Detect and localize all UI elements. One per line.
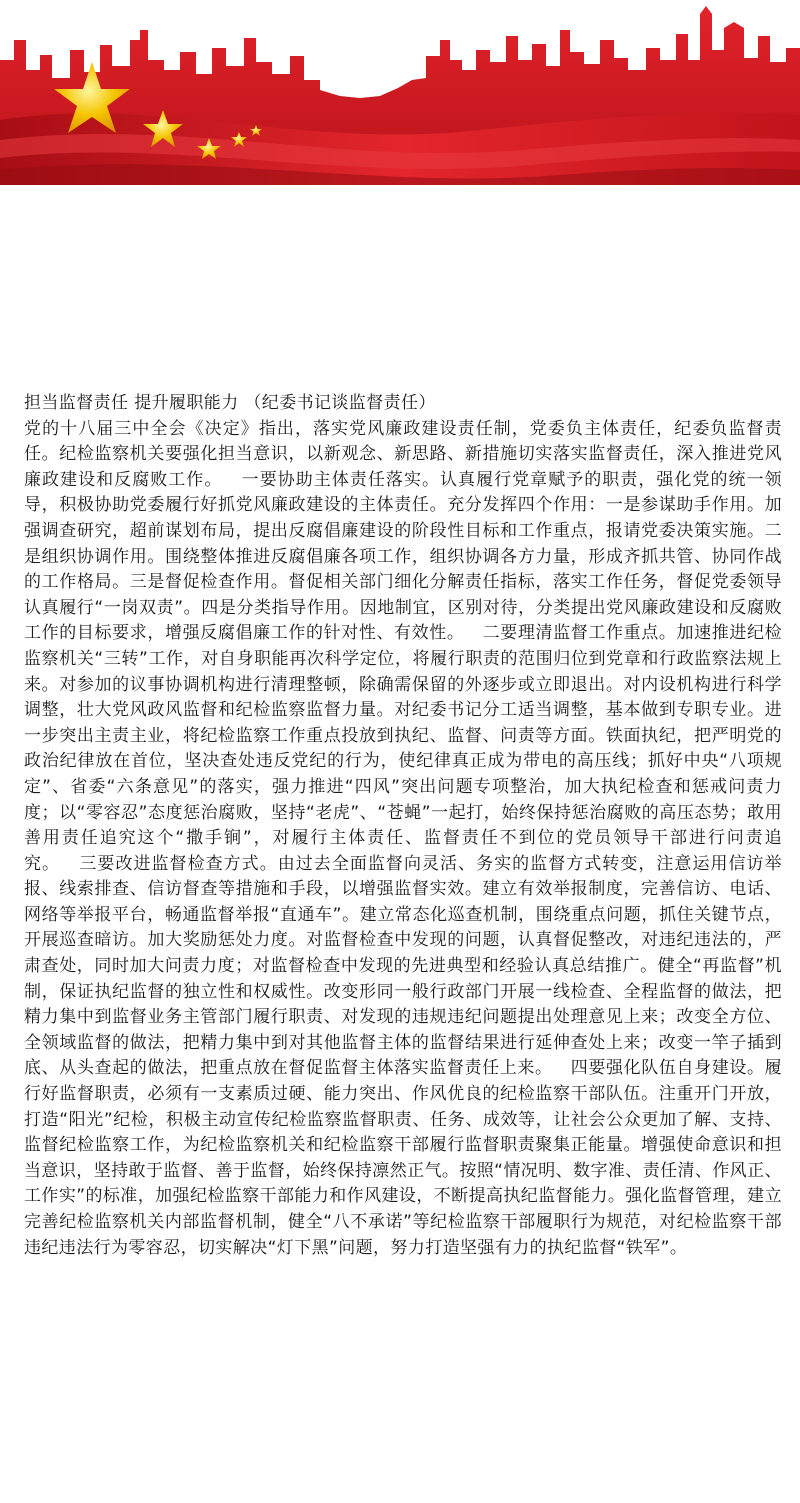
header-banner (0, 0, 800, 185)
paragraph-four: 四要强化队伍自身建设。履行好监督职责，必须有一支素质过硬、能力突出、作风优良的纪检监察干部队伍。注重开门开放，打造“阳光”纪检，积极主动宣传纪检监察监督职责、任务、成效等，让社会公众更加了解、支持、监督纪检监察工作，为纪检监察机关和纪检监察干部履行监督职责聚集正能量。增强使命意识和担当意识，坚持敢于监督、善于监督，始终保持凛然正气。按照“情况明、数字准、责任清、作风正、工作实”的标准，加强纪检监察干部能力和作风建设，不断提高执纪监督能力。强化监督管理，建立完善纪检监察机关内部监督机制，健全“八不承诺”等纪检监察干部履职行为规范，对纪检监察干部违纪违法行为零容忍，切实解决“灯下黑”问题，努力打造坚强有力的执纪监督“铁军”。 (24, 1058, 782, 1258)
paragraph-one: 一要协助主体责任落实。认真履行党章赋予的职责，强化党的统一领导，积极协助党委履行好抓党风廉政建设的主体责任。充分发挥四个作用：一是参谋助手作用。加强调查研究，超前谋划布局，提出反腐倡廉建设的阶段性目标和工作重点，报请党委决策实施。二是组织协调作用。围绕整体推进反腐倡廉各项工作，组织协调各方力量，形成齐抓共管、协同作战的工作格局。三是督促检查作用。督促相关部门细化分解责任指标，落实工作任务，督促党委领导认真履行“一岗双责”。四是分类指导作用。因地制宜，区别对待，分类提出党风廉政建设和反腐败工作的目标要求，增强反腐倡廉工作的针对性、有效性。 (24, 469, 782, 644)
city-skyline (0, 0, 800, 185)
paragraph-gap (222, 470, 241, 490)
article-body (24, 417, 782, 1262)
article-title: 担当监督责任 提升履职能力 （纪委书记谈监督责任） (24, 393, 436, 413)
paragraph-intro: 党的十八届三中全会《决定》指出，落实党风廉政建设责任制，党委负主体责任，纪委负监督责任。纪检监察机关要强化担当意识，以新观念、新思路、新措施切实落实监督责任，深入推进党风廉政建设和反腐败工作。 (24, 418, 782, 490)
paragraph-gap (553, 1058, 571, 1078)
article (24, 391, 782, 1261)
paragraph-three: 三要改进监督检查方式。由过去全面监督向灵活、务实的监督方式转变，注意运用信访举报、线索排查、信访督查等措施和手段，以增强监督实效。建立有效举报制度，完善信访、电话、网络等举报平台，畅通监督举报“直通车”。建立常态化巡查机制，围绕重点问题，抓住关键节点，开展巡查暗访。加大奖励惩处力度。对监督检查中发现的问题，认真督促整改，对违纪违法的，严肃查处，同时加大问责力度；对监督检查中发现的先进典型和经验认真总结推广。健全“再监督”机制，保证执纪监督的独立性和权威性。改变形同一般行政部门开展一线检查、全程监督的做法，把精力集中到监督业务主管部门履行职责、对发现的违规违纪问题提出处理意见上来；改变全方位、全领域监督的做法，把精力集中到对其他监督主体的监督结果进行延伸查处上来；改变一竿子插到底、从头查起的做法，把重点放在督促监督主体落实监督责任上来。 (24, 853, 782, 1079)
paragraph-gap (465, 623, 483, 643)
paragraph-gap (60, 854, 79, 874)
paragraph-two: 二要理清监督工作重点。加速推进纪检监察机关“三转”工作，对自身职能再次科学定位，将履行职责的范围归位到党章和行政监察法规上来。对参加的议事协调机构进行清理整顿，除确需保留的外逐步或立即退出。对内设机构进行科学调整，壮大党风政风监督和纪检监察监督力量。对纪委书记分工适当调整，基本做到专职专业。进一步突出主责主业，将纪检监察工作重点投放到执纪、监督、问责等方面。铁面执纪，把严明党的政治纪律放在首位，坚决查处违反党纪的行为，使纪律真正成为带电的高压线；抓好中央“八项规定”、省委“六条意见”的落实，强力推进“四风”突出问题专项整治，加大执纪检查和惩戒问责力度；以“零容忍”态度惩治腐败，坚持“老虎”、“苍蝇”一起打，始终保持惩治腐败的高压态势；敢用善用责任追究这个“撒手锏”，对履行主体责任、监督责任不到位的党员领导干部进行问责追究。 (24, 623, 782, 874)
